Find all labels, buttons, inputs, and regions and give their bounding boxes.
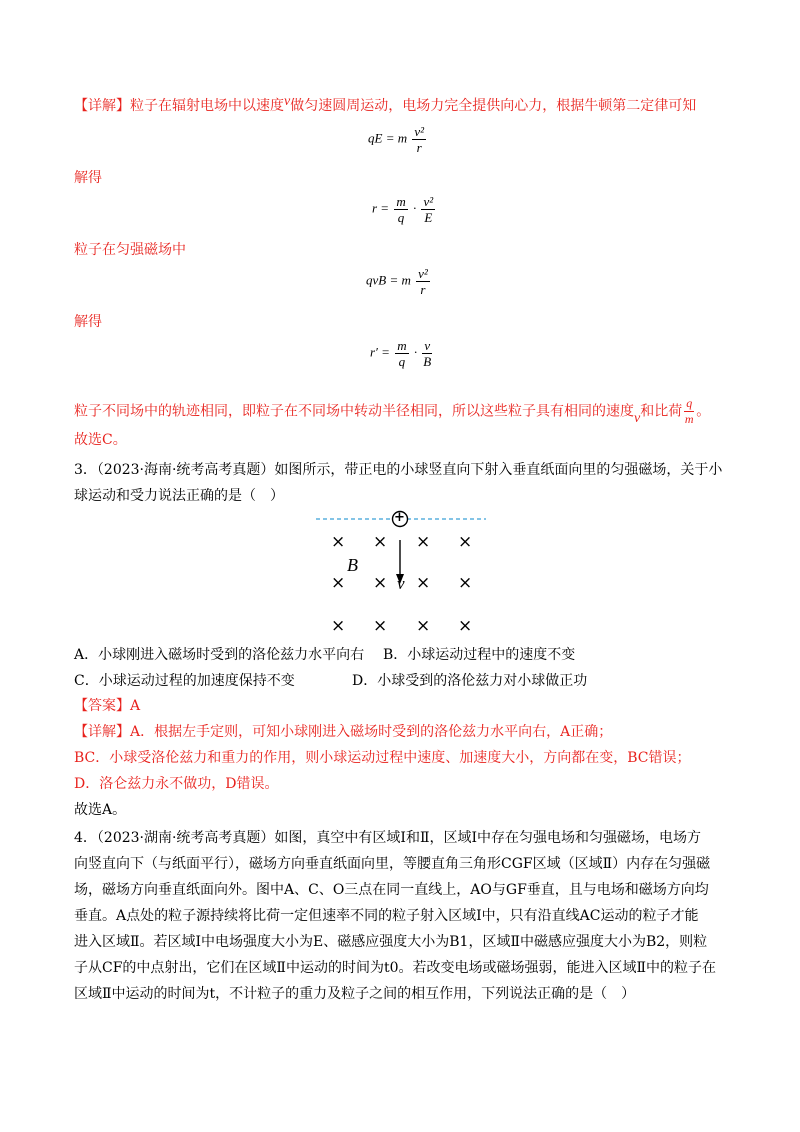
cross-mark: × xyxy=(373,532,388,552)
question-4-line-2: 向竖直向下（与纸面平行），磁场方向垂直纸面向里，等腰直角三角形CGF区域（区域Ⅱ）内存在匀强磁 xyxy=(74,856,711,872)
dot: · xyxy=(412,200,417,216)
choose-c: 故选C。 xyxy=(74,432,127,448)
numerator: q xyxy=(686,396,693,410)
velocity-symbol: v xyxy=(284,94,291,109)
option-c[interactable]: C．小球运动过程的加速度保持不变 xyxy=(74,673,295,689)
denominator: r xyxy=(416,140,422,155)
conclusion-text: 粒子不同场中的轨迹相同，即粒子在不同场中转动半径相同，所以这些粒子具有相同的速度 xyxy=(74,403,634,420)
conclusion-ratio-label: 和比荷 xyxy=(640,403,683,420)
detail-intro-text: 【详解】粒子在辐射电场中以速度 xyxy=(74,98,284,114)
question-3-line-1: 3．（2023·海南·统考高考真题）如图所示，带正电的小球竖直向下射入垂直纸面向里的匀强磁场，关于小 xyxy=(74,462,723,478)
conclusion xyxy=(74,396,710,427)
formula-radius-prime xyxy=(370,338,434,369)
denominator: r xyxy=(420,282,426,297)
positive-sign: + xyxy=(394,510,405,525)
solve-label-2: 解得 xyxy=(74,314,102,330)
explanation-d: D．洛仑兹力永不做功，D错误。 xyxy=(74,776,279,792)
detail-intro-suffix: 做匀速圆周运动，电场力完全提供向心力，根据牛顿第二定律可知 xyxy=(290,98,697,114)
numerator: m xyxy=(396,194,406,209)
uniform-field-label: 粒子在匀强磁场中 xyxy=(74,242,186,258)
option-a[interactable]: A．小球刚进入磁场时受到的洛伦兹力水平向右 xyxy=(74,647,365,663)
option-d[interactable]: D．小球受到的洛伦兹力对小球做正功 xyxy=(352,673,588,689)
fraction xyxy=(422,338,432,369)
numerator: v² xyxy=(414,124,425,139)
numerator: m xyxy=(397,338,407,353)
fraction xyxy=(395,338,408,369)
fraction xyxy=(416,266,430,297)
denominator: m xyxy=(684,412,694,426)
period: 。 xyxy=(696,403,711,420)
velocity-symbol: v xyxy=(634,410,641,426)
detail-intro xyxy=(74,96,696,117)
question-4-line-6: 子从CF的中点射出，它们在区域Ⅱ中运动的时间为t0。若改变电场或磁场强弱，能进入区域Ⅱ中的粒子在 xyxy=(74,960,716,976)
cross-mark: × xyxy=(458,616,473,636)
cross-mark: × xyxy=(416,616,431,636)
fraction xyxy=(421,194,435,225)
field-label-b: B xyxy=(347,555,358,575)
denominator: E xyxy=(424,210,433,225)
explanation-bc: BC．小球受洛伦兹力和重力的作用，则小球运动过程中速度、加速度大小，方向都在变，BC错误； xyxy=(74,750,691,766)
choose-a: 故选A。 xyxy=(74,802,127,818)
numerator: v xyxy=(424,338,431,353)
dot: · xyxy=(413,344,418,360)
formula-electric-force xyxy=(368,124,428,155)
cross-mark: × xyxy=(331,532,346,552)
solve-label-1: 解得 xyxy=(74,170,102,186)
cross-mark: × xyxy=(458,573,473,593)
formula-lhs: r′ = xyxy=(370,344,390,360)
question-3-line-2: 球运动和受力说法正确的是（ ） xyxy=(74,488,284,504)
denominator: B xyxy=(423,354,432,369)
cross-mark: × xyxy=(331,573,346,593)
explanation-a: 【详解】A．根据左手定则，可知小球刚进入磁场时受到的洛伦兹力水平向右，A正确； xyxy=(74,724,613,740)
question-4-line-1: 4．（2023·湖南·统考高考真题）如图，真空中有区域Ⅰ和Ⅱ，区域Ⅰ中存在匀强电场和匀强磁场，电场方 xyxy=(74,830,702,846)
denominator: q xyxy=(398,354,406,369)
formula-lhs: qvB = m xyxy=(366,272,411,288)
fraction xyxy=(394,194,407,225)
fraction xyxy=(412,124,426,155)
cross-mark: × xyxy=(416,573,431,593)
option-b[interactable]: B．小球运动过程中的速度不变 xyxy=(383,647,576,663)
formula-lhs: r = xyxy=(372,200,390,216)
numerator: v² xyxy=(423,194,434,209)
formula-lhs: qE = m xyxy=(368,130,408,146)
answer: 【答案】A xyxy=(74,698,141,714)
magnetic-field-figure xyxy=(310,508,495,638)
cross-mark: × xyxy=(373,616,388,636)
formula-magnetic-force xyxy=(366,266,432,297)
cross-mark: × xyxy=(458,532,473,552)
question-4-line-3: 场，磁场方向垂直纸面向外。图中A、C、O三点在同一直线上，AO与GF垂直，且与电场和磁场方向均 xyxy=(74,882,709,898)
formula-radius xyxy=(372,194,437,225)
question-4-line-7: 区域Ⅱ中运动的时间为t，不计粒子的重力及粒子之间的相互作用，下列说法正确的是（ ） xyxy=(74,986,636,1002)
cross-mark: × xyxy=(331,616,346,636)
charge-mass-ratio xyxy=(684,396,694,427)
denominator: q xyxy=(397,210,405,225)
cross-mark: × xyxy=(416,532,431,552)
cross-mark: × xyxy=(373,573,388,593)
velocity-label-v: v xyxy=(397,574,405,593)
question-4-line-4: 垂直。A点处的粒子源持续将比荷一定但速率不同的粒子射入区域Ⅰ中，只有沿直线AC运动的粒子才能 xyxy=(74,908,699,924)
numerator: v² xyxy=(418,266,428,281)
question-4-line-5: 进入区域Ⅱ。若区域Ⅰ中电场强度大小为E、磁感应强度大小为B1，区域Ⅱ中磁感应强度大小为B2，则粒 xyxy=(74,934,708,950)
